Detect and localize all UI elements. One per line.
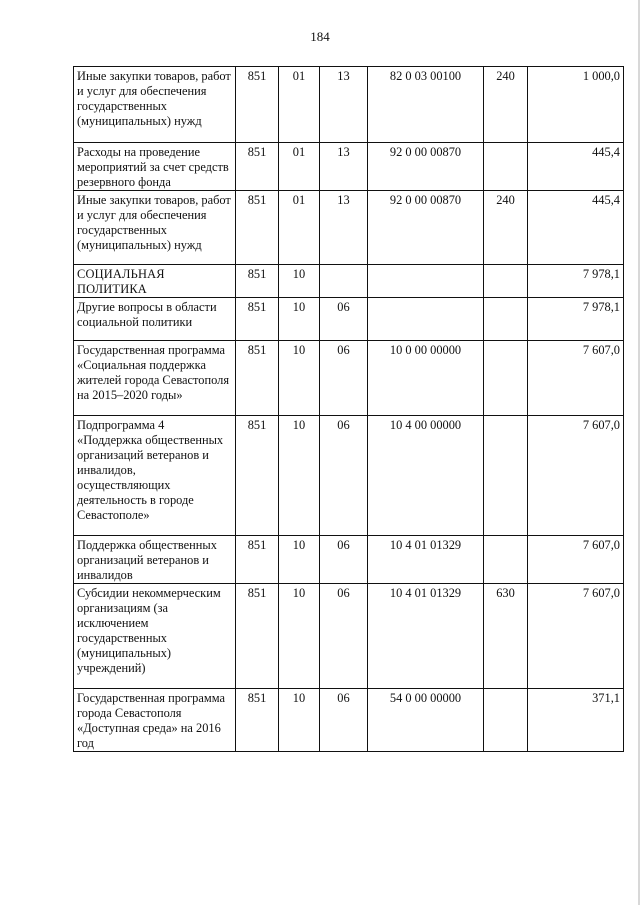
row-department-code: 851 bbox=[236, 536, 279, 584]
row-target-article: 10 4 01 01329 bbox=[368, 584, 484, 689]
row-expense-type bbox=[484, 298, 528, 341]
row-department-code: 851 bbox=[236, 584, 279, 689]
row-target-article bbox=[368, 265, 484, 298]
row-department-code: 851 bbox=[236, 416, 279, 536]
row-subsection-code: 06 bbox=[320, 584, 368, 689]
row-subsection-code: 06 bbox=[320, 416, 368, 536]
row-expense-type bbox=[484, 143, 528, 191]
row-section-code: 10 bbox=[279, 298, 320, 341]
row-section-code: 10 bbox=[279, 265, 320, 298]
row-name: Иные закупки товаров, работ и услуг для обеспечения государственных (муниципальных) нужд bbox=[74, 191, 236, 265]
row-amount: 7 978,1 bbox=[528, 265, 624, 298]
row-department-code: 851 bbox=[236, 67, 279, 143]
row-amount: 1 000,0 bbox=[528, 67, 624, 143]
row-subsection-code: 13 bbox=[320, 67, 368, 143]
table-row bbox=[74, 584, 624, 689]
row-target-article: 82 0 03 00100 bbox=[368, 67, 484, 143]
row-department-code: 851 bbox=[236, 191, 279, 265]
table-row bbox=[74, 536, 624, 584]
row-target-article: 10 0 00 00000 bbox=[368, 341, 484, 416]
row-department-code: 851 bbox=[236, 143, 279, 191]
row-amount: 371,1 bbox=[528, 689, 624, 752]
row-subsection-code: 06 bbox=[320, 298, 368, 341]
row-amount: 7 607,0 bbox=[528, 416, 624, 536]
row-section-code: 10 bbox=[279, 416, 320, 536]
row-expense-type: 630 bbox=[484, 584, 528, 689]
row-subsection-code: 13 bbox=[320, 143, 368, 191]
row-section-code: 01 bbox=[279, 67, 320, 143]
row-department-code: 851 bbox=[236, 265, 279, 298]
row-target-article: 10 4 01 01329 bbox=[368, 536, 484, 584]
page-number: 184 bbox=[310, 29, 330, 44]
row-subsection-code: 13 bbox=[320, 191, 368, 265]
row-amount: 7 607,0 bbox=[528, 341, 624, 416]
row-name: Расходы на проведение мероприятий за счет средств резервного фонда bbox=[74, 143, 236, 191]
table-row bbox=[74, 298, 624, 341]
row-expense-type: 240 bbox=[484, 67, 528, 143]
row-name: Другие вопросы в области социальной политики bbox=[74, 298, 236, 341]
row-name: Государственная программа «Социальная поддержка жителей города Севастополя на 2015–2020 годы» bbox=[74, 341, 236, 416]
row-section-code: 10 bbox=[279, 536, 320, 584]
row-name: Субсидии некоммерческим организациям (за исключением государственных (муниципальных) учреждений) bbox=[74, 584, 236, 689]
table-row bbox=[74, 191, 624, 265]
row-target-article: 54 0 00 00000 bbox=[368, 689, 484, 752]
row-section-code: 01 bbox=[279, 191, 320, 265]
row-expense-type bbox=[484, 416, 528, 536]
row-section-code: 01 bbox=[279, 143, 320, 191]
row-section-code: 10 bbox=[279, 689, 320, 752]
row-expense-type bbox=[484, 536, 528, 584]
row-amount: 445,4 bbox=[528, 191, 624, 265]
row-subsection-code: 06 bbox=[320, 341, 368, 416]
row-target-article: 92 0 00 00870 bbox=[368, 191, 484, 265]
row-amount: 7 607,0 bbox=[528, 584, 624, 689]
row-name: Подпрограмма 4 «Поддержка общественных организаций ветеранов и инвалидов, осуществляющих деятельность в городе Севастополе» bbox=[74, 416, 236, 536]
table-row bbox=[74, 265, 624, 298]
table-row bbox=[74, 341, 624, 416]
table-row bbox=[74, 143, 624, 191]
budget-table bbox=[73, 66, 624, 752]
row-subsection-code: 06 bbox=[320, 689, 368, 752]
row-name: СОЦИАЛЬНАЯ ПОЛИТИКА bbox=[74, 265, 236, 298]
row-target-article: 92 0 00 00870 bbox=[368, 143, 484, 191]
row-expense-type bbox=[484, 341, 528, 416]
row-name: Поддержка общественных организаций ветеранов и инвалидов bbox=[74, 536, 236, 584]
row-department-code: 851 bbox=[236, 689, 279, 752]
row-expense-type: 240 bbox=[484, 191, 528, 265]
table-row bbox=[74, 67, 624, 143]
table-row bbox=[74, 689, 624, 752]
row-name: Иные закупки товаров, работ и услуг для обеспечения государственных (муниципальных) нужд bbox=[74, 67, 236, 143]
table-row bbox=[74, 416, 624, 536]
row-expense-type bbox=[484, 689, 528, 752]
row-department-code: 851 bbox=[236, 341, 279, 416]
row-target-article bbox=[368, 298, 484, 341]
row-target-article: 10 4 00 00000 bbox=[368, 416, 484, 536]
row-section-code: 10 bbox=[279, 341, 320, 416]
row-subsection-code: 06 bbox=[320, 536, 368, 584]
row-name: Государственная программа города Севастополя «Доступная среда» на 2016 год bbox=[74, 689, 236, 752]
row-amount: 7 978,1 bbox=[528, 298, 624, 341]
row-expense-type bbox=[484, 265, 528, 298]
row-section-code: 10 bbox=[279, 584, 320, 689]
row-amount: 7 607,0 bbox=[528, 536, 624, 584]
row-amount: 445,4 bbox=[528, 143, 624, 191]
row-department-code: 851 bbox=[236, 298, 279, 341]
row-subsection-code bbox=[320, 265, 368, 298]
